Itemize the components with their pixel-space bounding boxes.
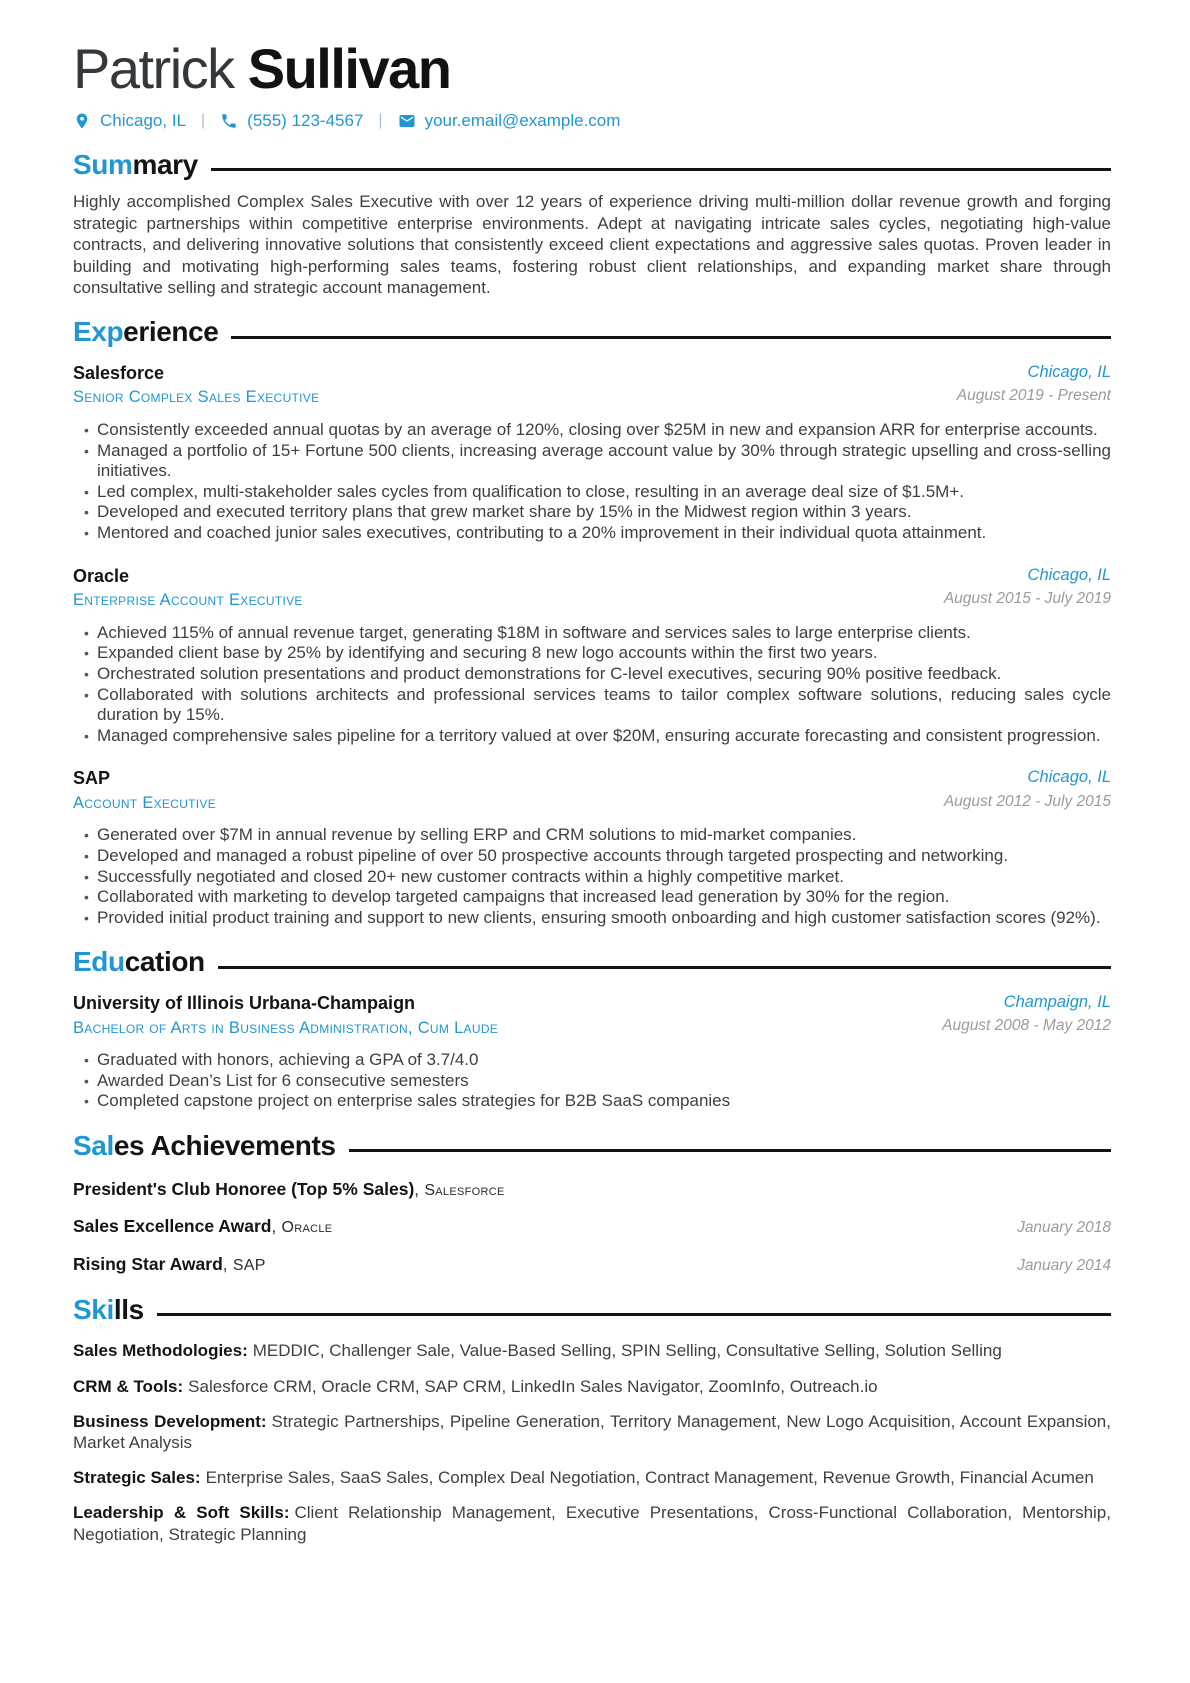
bullet-item: • Collaborated with solutions architects and professional services teams to tailor complex software solutions, reducing sales cycle duration by 15%. [97, 685, 1111, 726]
job-header [73, 565, 1111, 611]
summary-section [73, 148, 1111, 299]
job-dates: August 2019 - Present [956, 387, 1111, 405]
achievements-section [73, 1129, 1111, 1276]
degree-title: Bachelor of Arts in Business Administration, Cum Laude [73, 1018, 499, 1037]
achievement-title: President's Club Honoree (Top 5% Sales) [73, 1178, 415, 1199]
job-header [73, 767, 1111, 813]
skill-items: MEDDIC, Challenger Sale, Value-Based Selling, SPIN Selling, Consultative Selling, Solution Selling [252, 1341, 1002, 1361]
section-title-accent: Edu [73, 946, 125, 978]
skill-line [73, 1467, 1111, 1488]
skill-category-label: CRM & Tools: [73, 1376, 184, 1396]
section-title-accent: Sal [73, 1129, 114, 1161]
bullet-item: • Achieved 115% of annual revenue target, generating $18M in software and services sales to large enterprise clients. [97, 623, 1111, 644]
last-name: Sullivan [247, 37, 451, 100]
contact-location-item [73, 111, 186, 131]
skills-heading [73, 1293, 1111, 1327]
education-heading [73, 945, 1111, 979]
contact-email-item [398, 111, 621, 131]
school-dates: August 2008 - May 2012 [942, 1017, 1111, 1035]
achievement-company: , SAP [223, 1257, 266, 1274]
job-entry [73, 767, 1111, 928]
bullet-item: • Successfully negotiated and closed 20+ new customer contracts within a highly competitive market. [97, 867, 1111, 888]
contact-location-text: Chicago, IL [100, 110, 186, 130]
section-title-rest: lls [113, 1293, 144, 1325]
section-title-accent: Ski [73, 1293, 114, 1325]
achievement-date: January 2018 [1017, 1219, 1111, 1237]
achievement-title: Rising Star Award [73, 1254, 223, 1274]
education-entry [73, 992, 1111, 1112]
school-name: University of Illinois Urbana-Champaign [73, 993, 416, 1013]
contact-separator: | [378, 111, 383, 129]
bullet-item: • Provided initial product training and support to new clients, ensuring smooth onboarding and high customer satisfaction scores (92%). [97, 908, 1111, 929]
skill-items: Client Relationship Management, Executive Presentations, Cross-Functional Collaboration, Mentorship, Negotiation, Strategic Planning [73, 1503, 1111, 1544]
achievement-title: Sales Excellence Award [73, 1216, 272, 1237]
section-title-rest: es Achievements [113, 1129, 336, 1161]
resume-header [73, 38, 1111, 131]
bullet-item: • Collaborated with marketing to develop targeted campaigns that increased lead generation by 30% for the region. [97, 887, 1111, 908]
bullet-item: • Managed a portfolio of 15+ Fortune 500 clients, increasing average account value by 30% through strategic upselling and cross-selling initiatives. [97, 441, 1111, 482]
job-entry [73, 565, 1111, 747]
job-title: Enterprise Account Executive [73, 591, 303, 610]
skill-line [73, 1376, 1111, 1397]
section-title [73, 148, 198, 182]
company-name: Oracle [73, 565, 130, 586]
summary-heading [73, 148, 1111, 182]
section-title [73, 945, 205, 979]
section-title-rest: mary [132, 148, 198, 180]
achievement-date: January 2014 [1017, 1257, 1111, 1274]
contact-email-text: your.email@example.com [424, 110, 621, 130]
section-title [73, 1293, 144, 1327]
location-pin-icon [73, 112, 91, 130]
heading-rule [157, 1313, 1111, 1316]
bullet-item: • Completed capstone project on enterprise sales strategies for B2B SaaS companies [97, 1091, 1111, 1112]
contact-separator: | [201, 111, 206, 129]
job-location: Chicago, IL [1027, 768, 1111, 787]
skills-section [73, 1293, 1111, 1545]
skill-category-label: Business Development: [73, 1411, 267, 1431]
bullet-item: • Managed comprehensive sales pipeline for a territory valued at over $20M, ensuring accurate forecasting and consistent progression. [97, 726, 1111, 747]
achievement-company: , Oracle [271, 1219, 332, 1236]
achievement-row [73, 1178, 1111, 1201]
section-title-rest: cation [124, 946, 205, 978]
school-location: Champaign, IL [1003, 993, 1111, 1011]
section-title-rest: erience [123, 316, 219, 348]
company-name: SAP [73, 768, 111, 789]
heading-rule [349, 1149, 1111, 1152]
bullet-item: • Consistently exceeded annual quotas by an average of 120%, closing over $25M in new and expansion ARR for enterprise accounts. [97, 420, 1111, 441]
contact-row [73, 111, 1111, 131]
job-dates: August 2015 - July 2019 [943, 590, 1111, 608]
skill-items: Salesforce CRM, Oracle CRM, SAP CRM, LinkedIn Sales Navigator, ZoomInfo, Outreach.io [188, 1376, 878, 1396]
heading-rule [211, 168, 1111, 171]
contact-phone-item [220, 111, 363, 131]
job-title: Senior Complex Sales Executive [73, 388, 320, 407]
first-name: Patrick [73, 37, 234, 100]
skill-line [73, 1502, 1111, 1544]
bullet-item: • Mentored and coached junior sales executives, contributing to a 20% improvement in their individual quota attainment. [97, 523, 1111, 544]
heading-rule [218, 966, 1111, 969]
education-header [73, 992, 1111, 1038]
bullet-item: • Graduated with honors, achieving a GPA of 3.7/4.0 [97, 1050, 1111, 1071]
achievement-row [73, 1253, 1111, 1276]
skill-category-label: Sales Methodologies: [73, 1341, 248, 1361]
skill-line [73, 1411, 1111, 1453]
bullet-item: • Developed and managed a robust pipeline of over 50 prospective accounts through targeted prospecting and networking. [97, 846, 1111, 867]
job-location: Chicago, IL [1027, 362, 1111, 381]
bullet-item: • Developed and executed territory plans that grew market share by 15% in the Midwest region within 3 years. [97, 502, 1111, 523]
achievements-heading [73, 1129, 1111, 1163]
achievement-company: , Salesforce [414, 1182, 504, 1199]
contact-phone-text: (555) 123-4567 [247, 110, 364, 130]
skill-items: Enterprise Sales, SaaS Sales, Complex Deal Negotiation, Contract Management, Revenue Growth, Financial Acumen [205, 1468, 1094, 1488]
job-entry [73, 362, 1111, 544]
skill-line [73, 1340, 1111, 1361]
bullet-item: • Expanded client base by 25% by identifying and securing 8 new logo accounts within the first two years. [97, 643, 1111, 664]
skill-items: Strategic Partnerships, Pipeline Generation, Territory Management, New Logo Acquisition, Account Expansion, Market Analysis [73, 1411, 1111, 1452]
envelope-icon [398, 112, 416, 130]
skill-category-label: Strategic Sales: [73, 1468, 201, 1488]
experience-section [73, 315, 1111, 928]
summary-text: Highly accomplished Complex Sales Executive with over 12 years of experience driving multi-million dollar revenue growth and forging strategic partnerships within competitive enterprise environments. Adept at navigating intricate sales cycles, negotiating high-value contracts, and delivering innovative solutions that consistently exceed client expectations and aggressive sales quotas. Proven leader in building and motivating high-performing sales teams, fostering robust client relationships, and expanding market share through consultative selling and strategic account management. [73, 192, 1111, 297]
section-title-accent: Sum [73, 148, 133, 180]
section-title-accent: Exp [73, 316, 124, 348]
job-header [73, 362, 1111, 408]
skill-category-label: Leadership & Soft Skills: [73, 1503, 290, 1523]
education-bullets [73, 1050, 1111, 1112]
job-bullets [73, 420, 1111, 544]
achievement-row [73, 1215, 1111, 1238]
heading-rule [231, 336, 1111, 339]
job-dates: August 2012 - July 2015 [943, 792, 1111, 810]
candidate-name [73, 38, 1111, 101]
company-name: Salesforce [73, 362, 165, 383]
bullet-item: • Awarded Dean’s List for 6 consecutive semesters [97, 1071, 1111, 1092]
job-bullets [73, 623, 1111, 747]
section-title [73, 315, 218, 349]
experience-heading [73, 315, 1111, 349]
bullet-item: • Orchestrated solution presentations and product demonstrations for C-level executives, securing 90% positive feedback. [97, 664, 1111, 685]
phone-icon [220, 112, 238, 130]
bullet-item: • Led complex, multi-stakeholder sales cycles from qualification to close, resulting in an average deal size of $1.5M+. [97, 482, 1111, 503]
education-section [73, 945, 1111, 1112]
job-location: Chicago, IL [1027, 565, 1111, 584]
job-title: Account Executive [73, 793, 217, 812]
section-title [73, 1129, 336, 1163]
job-bullets [73, 825, 1111, 928]
bullet-item: • Generated over $7M in annual revenue by selling ERP and CRM solutions to mid-market companies. [97, 825, 1111, 846]
